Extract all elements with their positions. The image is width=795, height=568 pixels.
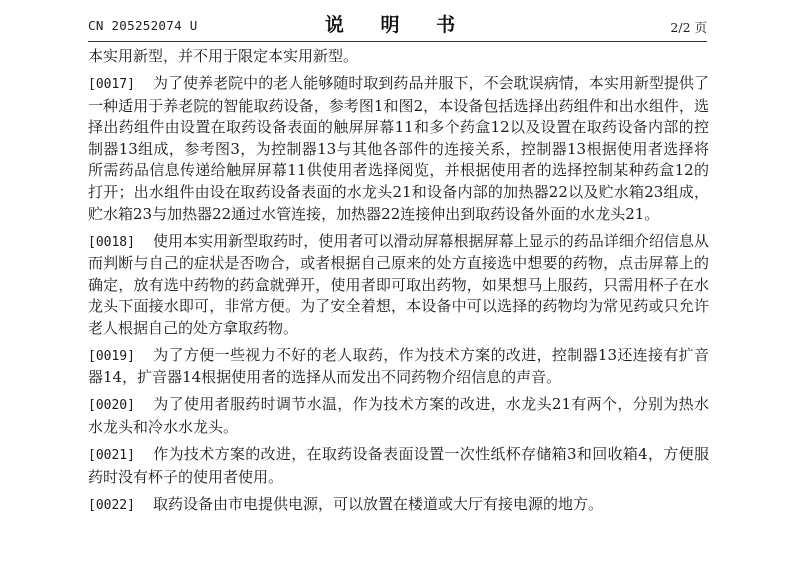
paragraph-0017 — [88, 73, 709, 225]
paragraph-number: [0022] — [88, 497, 135, 513]
page-number: 2/2 页 — [670, 20, 707, 35]
paragraph-number: [0020] — [88, 398, 135, 414]
document-body — [88, 46, 709, 522]
paragraph-text: 取药设备由市电提供电源，可以放置在楼道或大厅有接电源的地方。 — [152, 494, 603, 513]
paragraph-text: 为了方便一些视力不好的老人取药，作为技术方案的改进，控制器13还连接有扩音器14，扩音器14根据使用者的选择从而发出不同药物介绍信息的声音。 — [88, 345, 709, 387]
document-title: 说 明 书 — [324, 14, 471, 36]
paragraph-text: 使用本实用新型取药时，使用者可以滑动屏幕根据屏幕上显示的药品详细介绍信息从而判断与自己的症状是否吻合，或者根据自己原来的处方直接选中想要的药物，点击屏幕上的确定，放有选中药物的药盒就弹开，使用者即可取出药物，如果想马上服药，只需用杯子在水龙头下面接水即可，非常方便。为了安全着想，本设备中可以选择的药物均为常见药或只允许老人根据自己的处方拿取药物。 — [88, 231, 709, 337]
paragraph-text: 为了使用者服药时调节水温，作为技术方案的改进，水龙头21有两个，分别为热水水龙头和冷水水龙头。 — [88, 395, 709, 437]
paragraph-number: [0021] — [88, 448, 135, 464]
paragraph-number: [0019] — [88, 348, 135, 364]
paragraph-0018 — [88, 231, 709, 340]
header-divider — [88, 41, 707, 42]
paragraph-text: 为了使养老院中的老人能够随时取到药品并服下，不会耽误病情，本实用新型提供了一种适用于养老院的智能取药设备，参考图1和图2，本设备包括选择出药组件和出水组件，选择出药组件由设置在取药设备表面的触屏屏幕11和多个药盒12以及设置在取药设备内部的控制器13组成，参考图3，为控制器13与其他各部件的连接关系，控制器13根据使用者选择将所需药品信息传递给触屏屏幕11供使用者选择阅览，并根据使用者的选择控制某种药盒12的打开；出水组件由设在取药设备表面的水龙头21和设备内部的加热器22以及贮水箱23组成，贮水箱23与加热器22通过水管连接，加热器22连接伸出到取药设备外面的水龙头21。 — [88, 73, 709, 223]
paragraph-number: [0018] — [88, 234, 135, 250]
paragraph-0022 — [88, 494, 709, 517]
publication-number: CN 205252074 U — [88, 18, 198, 33]
page-header — [88, 10, 707, 40]
paragraph-0020 — [88, 394, 709, 438]
paragraph-0019 — [88, 345, 709, 389]
paragraph-0021 — [88, 444, 709, 488]
paragraph-continuation — [88, 46, 709, 68]
paragraph-text: 本实用新型，并不用于限定本实用新型。 — [88, 47, 359, 65]
paragraph-number: [0017] — [88, 76, 135, 92]
paragraph-text: 作为技术方案的改进，在取药设备表面设置一次性纸杯存储箱3和回收箱4，方便服药时没有杯子的使用者使用。 — [88, 445, 709, 486]
